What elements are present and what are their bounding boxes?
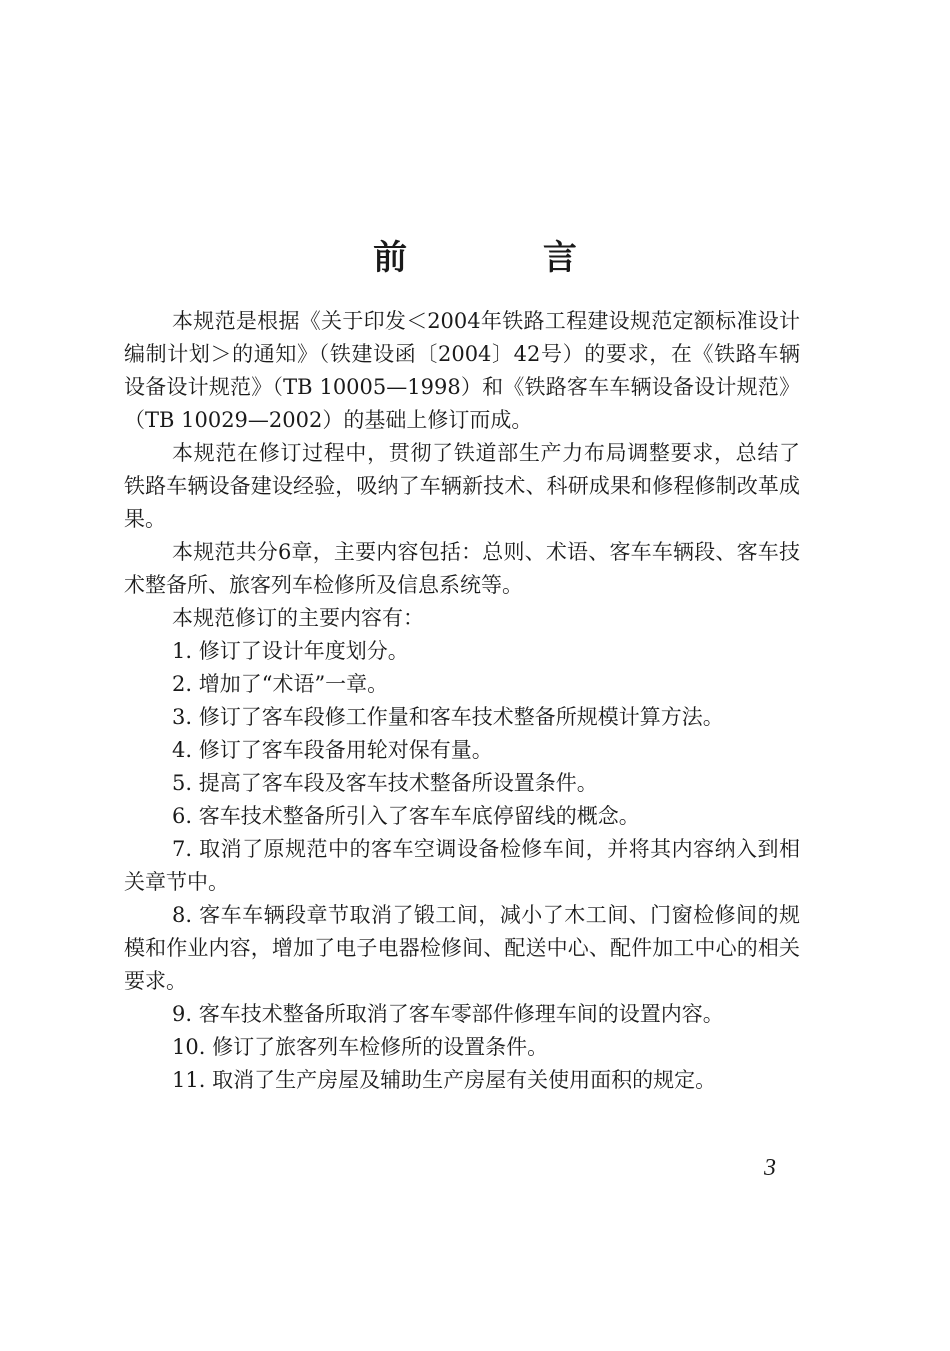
page-number: 3 — [764, 1155, 776, 1181]
page-title: 前 言 — [373, 238, 639, 278]
revision-item: 10. 修订了旅客列车检修所的设置条件。 — [172, 1035, 549, 1059]
paragraph-revisions-lead: 本规范修订的主要内容有： — [172, 606, 424, 630]
revision-item: 11. 取消了生产房屋及辅助生产房屋有关使用面积的规定。 — [172, 1068, 717, 1092]
paragraph-intro: 本规范是根据《关于印发＜2004年铁路工程建设规范定额标准设计编制计划＞的通知》（铁建设函〔2004〕42号）的要求，在《铁路车辆设备设计规范》（TB 10005—1998）和《铁路客车车辆设备设计规范》（TB 10029—2002）的基础上修订而成。 — [124, 309, 800, 432]
revision-item: 7. 取消了原规范中的客车空调设备检修车间，并将其内容纳入到相关章节中。 — [124, 837, 800, 894]
revision-item: 1. 修订了设计年度划分。 — [172, 639, 409, 663]
revision-item: 3. 修订了客车段修工作量和客车技术整备所规模计算方法。 — [172, 705, 724, 729]
revision-item: 5. 提高了客车段及客车技术整备所设置条件。 — [172, 771, 598, 795]
revision-item: 8. 客车车辆段章节取消了锻工间，减小了木工间、门窗检修间的规模和作业内容，增加了电子电器检修间、配送中心、配件加工中心的相关要求。 — [124, 903, 800, 993]
paragraph-chapters: 本规范共分6章，主要内容包括：总则、术语、客车车辆段、客车技术整备所、旅客列车检修所及信息系统等。 — [124, 540, 800, 597]
revision-item: 2. 增加了“术语”一章。 — [172, 672, 389, 696]
body-text — [124, 305, 800, 1097]
revision-item: 4. 修订了客车段备用轮对保有量。 — [172, 738, 493, 762]
revision-item: 9. 客车技术整备所取消了客车零部件修理车间的设置内容。 — [172, 1002, 724, 1026]
paragraph-process: 本规范在修订过程中，贯彻了铁道部生产力布局调整要求，总结了铁路车辆设备建设经验，吸纳了车辆新技术、科研成果和修程修制改革成果。 — [124, 441, 800, 531]
revision-item: 6. 客车技术整备所引入了客车车底停留线的概念。 — [172, 804, 640, 828]
